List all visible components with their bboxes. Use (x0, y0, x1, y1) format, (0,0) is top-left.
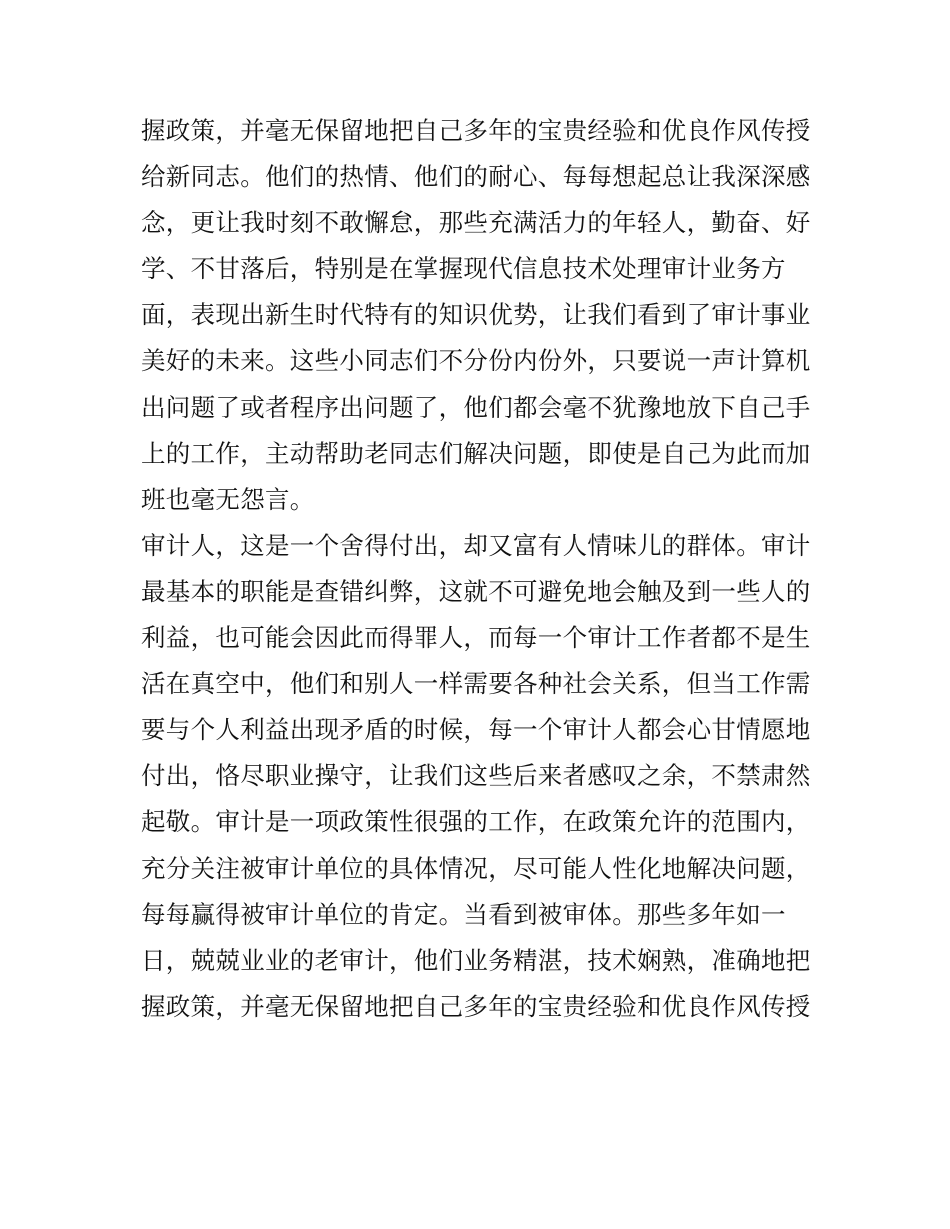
text-line: 美好的未来。这些小同志们不分份内份外，只要说一声计算机 (141, 346, 811, 376)
text-line: 上的工作，主动帮助老同志们解决问题，即使是自己为此而加 (141, 438, 811, 468)
text-line: 握政策，并毫无保留地把自己多年的宝贵经验和优良作风传授 (141, 991, 811, 1021)
text-line: 最基本的职能是查错纠弊，这就不可避免地会触及到一些人的 (141, 576, 811, 606)
text-line: 握政策，并毫无保留地把自己多年的宝贵经验和优良作风传授 (141, 116, 811, 145)
text-line: 面，表现出新生时代特有的知识优势，让我们看到了审计事业 (141, 300, 811, 330)
body-text (141, 108, 821, 1030)
text-line: 给新同志。他们的热情、他们的耐心、每每想起总让我深深感 (141, 162, 811, 192)
text-line: 活在真空中，他们和别人一样需要各种社会关系，但当工作需 (141, 669, 811, 699)
text-line: 付出，恪尽职业操守，让我们这些后来者感叹之余，不禁肃然 (141, 761, 811, 791)
text-line: 念，更让我时刻不敢懈怠，那些充满活力的年轻人，勤奋、好 (141, 208, 811, 238)
text-line: 起敬。审计是一项政策性很强的工作，在政策允许的范围内， (141, 807, 811, 837)
text-line: 审计人，这是一个舍得付出，却又富有人情味儿的群体。审计 (141, 530, 811, 560)
text-line: 班也毫无怨言。 (141, 484, 315, 514)
text-line: 每每赢得被审计单位的肯定。当看到被审体。那些多年如一 (141, 899, 786, 929)
text-line: 充分关注被审计单位的具体情况，尽可能人性化地解决问题， (141, 853, 811, 883)
text-line: 要与个人利益出现矛盾的时候，每一个审计人都会心甘情愿地 (141, 715, 811, 745)
text-line: 出问题了或者程序出问题了，他们都会毫不犹豫地放下自己手 (141, 392, 811, 422)
text-line: 日，兢兢业业的老审计，他们业务精湛，技术娴熟，准确地把 (141, 945, 811, 975)
text-line: 学、不甘落后，特别是在掌握现代信息技术处理审计业务方 (141, 254, 786, 284)
text-line: 利益，也可能会因此而得罪人，而每一个审计工作者都不是生 (141, 623, 811, 653)
